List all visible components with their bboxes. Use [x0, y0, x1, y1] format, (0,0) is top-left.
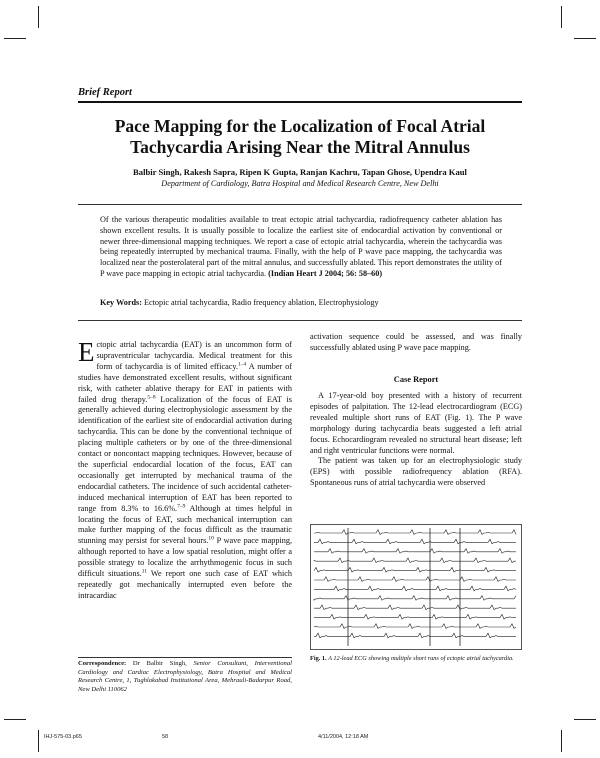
drop-cap: E: [78, 337, 95, 367]
abstract-bottom-rule: [78, 320, 522, 321]
crop-mark: [574, 719, 596, 720]
body-text: Although at times helpful in locating the focus of EAT, such mechanical interruption can make further mapping of the focus difficult as the traumatic stunning may persist for several hours.: [78, 503, 292, 546]
ref-superscript: 1–4: [238, 361, 247, 368]
ecg-figure: [310, 524, 522, 650]
ref-superscript: 11: [141, 568, 147, 575]
figure-caption-text: A 12-lead ECG showing multiple short runs of ectopic atrial tachycardia.: [328, 655, 514, 662]
case-paragraph: A 17-year-old boy presented with a history of recurrent episodes of palpitation. The 12-lead electrocardiogram (ECG) revealed multiple short runs of EAT (Fig. 1). The P wave morphology during tachycardia beats suggested a left atrial focus. Echocardiogram revealed no structural heart disease; left and right ventricular functions were normal.: [310, 391, 522, 455]
crop-mark: [561, 6, 562, 28]
keywords-text: Ectopic atrial tachycardia, Radio frequency ablation, Electrophysiology: [143, 298, 379, 307]
article-title: Pace Mapping for the Localization of Focal Atrial Tachycardia Arising Near the Mitral Annulus: [114, 116, 486, 157]
footer-page: 58: [162, 734, 169, 740]
case-paragraph: The patient was taken up for an electrophysiologic study (EPS) with possible radiofrequency ablation (RFA). Spontaneous runs of atrial tachycardia were observed: [310, 456, 522, 488]
case-report-heading: Case Report: [393, 375, 439, 384]
abstract-top-rule: [78, 204, 522, 205]
abstract: [100, 215, 502, 280]
ref-superscript: 7–9: [177, 502, 186, 509]
body-text: Localization of the focus of EAT is generally achieved during electrophysiologic assessment by the identification of the earliest site of endocardial activation during tachycardia. This can be done by the conventional technique of placing multiple catheters or by one of the three-dimensional contact or noncontact mapping techniques. However, because of the superficial endocardial location of the focus, EAT can occasionally get interrupted by mechanical trauma of the endocardial catheters. The incidence of such accidental catheter-induced mechanical interruption of EAT has been reported to range from 8.3% to 16.6%.: [78, 394, 292, 513]
abstract-text: Of the various therapeutic modalities available to treat ectopic atrial tachycardia, radiofrequency catheter ablation has shown excellent results. It is usually possible to localize the earliest site of endocardial activation by conventional or newer three-dimensional mapping techniques. We report a case of ectopic atrial tachycardia, wherein the tachycardia was being repeatedly interrupted by mechanical trauma. Finally, with the help of P wave pace mapping, the tachycardia was localized near the posterolateral part of the mitral annulus, and successfully ablated. This report demonstrates the utility of P wave pace mapping in ectopic atrial tachycardia.: [100, 215, 502, 278]
crop-mark: [4, 38, 26, 39]
author-list: Balbir Singh, Rakesh Sapra, Ripen K Gupta, Ranjan Kachru, Tapan Ghose, Upendra Kaul: [133, 167, 467, 177]
body-text: A number of studies have demonstrated excellent results, without significant risk, with catheter ablative therapy for EAT in patients with failed drug therapy.: [78, 361, 292, 404]
footer-file: IHJ-575-03.p65: [44, 734, 82, 740]
crop-mark: [574, 38, 596, 39]
figure-label: Fig. 1.: [310, 655, 327, 662]
section-label: Brief Report: [78, 87, 132, 98]
crop-mark: [561, 730, 562, 752]
body-right-intro: activation sequence could be assessed, and was finally successfully ablated using P wave pace mapping.: [310, 332, 522, 352]
body-text: We report one such case of EAT which repeatedly got mechanically interrupted even before the intracardiac: [78, 569, 292, 600]
section-rule: [78, 101, 522, 103]
ref-superscript: 10: [208, 535, 214, 542]
crop-mark: [38, 730, 39, 752]
correspondence-rule: [78, 657, 292, 658]
figure-caption: [310, 655, 530, 662]
correspondence: [78, 660, 292, 694]
crop-mark: [38, 6, 39, 28]
crop-mark: [4, 719, 26, 720]
ref-superscript: 5–8: [147, 393, 156, 400]
correspondence-label: Correspondence:: [78, 660, 127, 667]
footer-timestamp: 4/11/2004, 12:18 AM: [318, 734, 369, 740]
case-report-body: [310, 391, 522, 489]
keywords-label: Key Words:: [100, 298, 142, 307]
abstract-citation: (Indian Heart J 2004; 56: 58–60): [268, 268, 383, 278]
body-left-column: [78, 337, 293, 602]
affiliation: Department of Cardiology, Batra Hospital and Medical Research Centre, New Delhi: [161, 179, 439, 188]
keywords: [100, 298, 502, 307]
body-text: ctopic atrial tachycardia (EAT) is an uncommon form of supraventricular tachycardia. Medical treatment for this form of tachycardia is of limited efficacy.: [96, 340, 292, 371]
correspondence-name: Dr Balbir Singh,: [132, 660, 187, 667]
body-text: P wave pace mapping, although reported to have a low spatial resolution, might offer a possible strategy to localize the arrhythmogenic focus in such difficult situations.: [78, 536, 293, 579]
correspondence-details: Senior Consultant, Interventional Cardiology and Cardiac Electrophysiology, Batra Hospital and Medical Research Centre, 1, Tughlakabad Institutional Area, Mehrauli-Badarpur Road, New Delhi 110062: [78, 660, 292, 693]
